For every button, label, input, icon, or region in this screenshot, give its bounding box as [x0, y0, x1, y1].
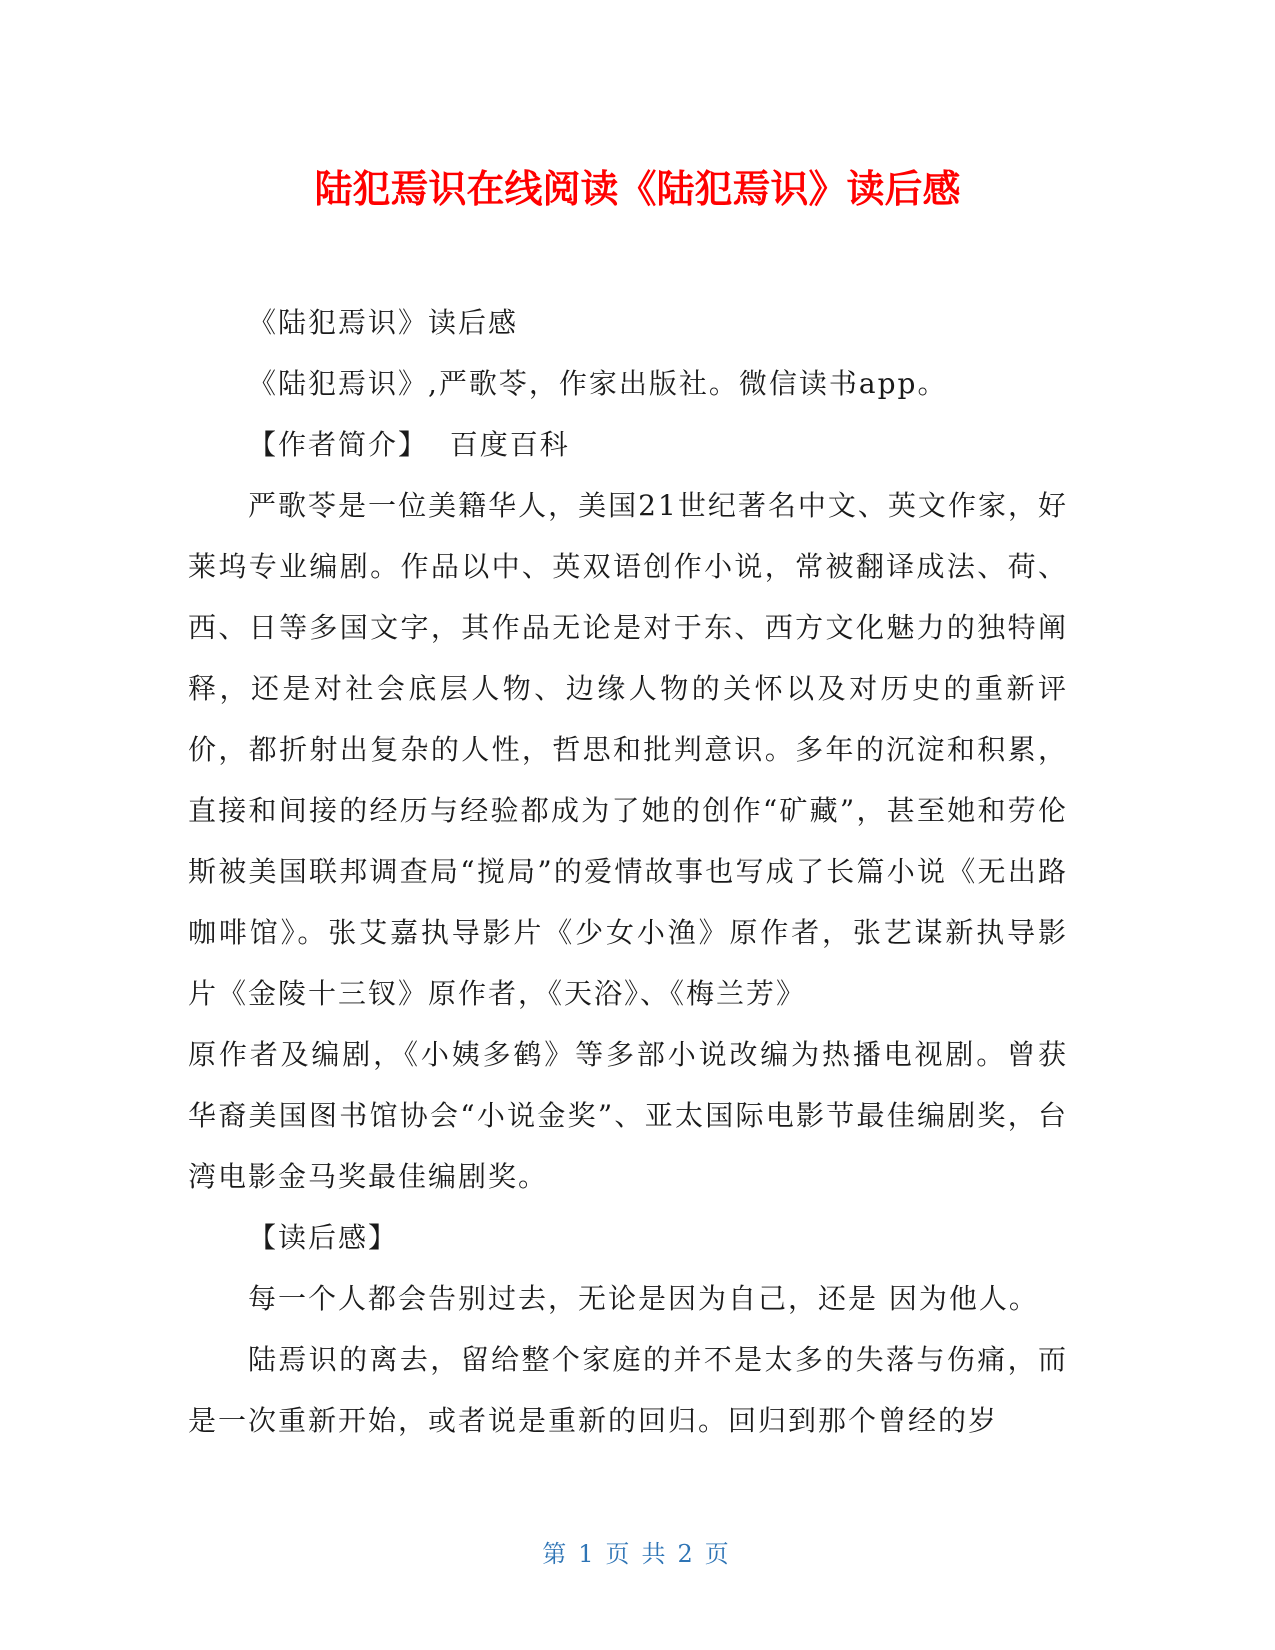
footer-suffix: 页: [704, 1540, 733, 1568]
footer-page-word: 页: [605, 1540, 634, 1568]
paragraph-reflection-2: 陆焉识的离去，留给整个家庭的并不是太多的失落与伤痛，而是一次重新开始，或者说是重新的回归。回归到那个曾经的岁: [188, 1343, 1068, 1437]
paragraph-reflection-1: 每一个人都会告别过去，无论是因为自己，还是 因为他人。: [248, 1282, 1039, 1315]
footer-prefix: 第: [542, 1540, 571, 1568]
footer-total-pages: 2: [677, 1540, 697, 1568]
paragraph-author-heading: 【作者简介】 百度百科: [248, 428, 570, 461]
paragraph-author-bio: 严歌苓是一位美籍华人，美国21世纪著名中文、英文作家，好莱坞专业编剧。作品以中、英双语创作小说，常被翻译成法、荷、西、日等多国文字，其作品无论是对于东、西方文化魅力的独特阐释，还是对社会底层人物、边缘人物的关怀以及对历史的重新评价，都折射出复杂的人性，哲思和批判意识。多年的沉淀和积累，直接和间接的经历与经验都成为了她的创作“矿藏”，甚至她和劳伦斯被美国联邦调查局“搅局”的爱情故事也写成了长篇小说《无出路咖啡馆》。张艾嘉执导影片《少女小渔》原作者，张艺谋新执导影片《金陵十三钗》原作者，《天浴》、《梅兰芳》: [188, 489, 1068, 1010]
paragraph-reflection-heading: 【读后感】: [248, 1221, 399, 1254]
footer-current-page: 1: [578, 1540, 598, 1568]
document-title: 陆犯焉识在线阅读《陆犯焉识》读后感: [314, 167, 961, 211]
paragraph-author-bio-continued: 原作者及编剧，《小姨多鹤》等多部小说改编为热播电视剧。曾获华裔美国图书馆协会“小说金奖”、亚太国际电影节最佳编剧奖，台湾电影金马奖最佳编剧奖。: [188, 1038, 1068, 1193]
paragraph-review-heading: 《陆犯焉识》读后感: [248, 306, 519, 339]
footer-total-word: 共: [641, 1540, 670, 1568]
page-footer: [0, 1538, 1275, 1570]
paragraph-book-info: 《陆犯焉识》,严歌苓，作家出版社。微信读书app。: [248, 367, 948, 400]
document-body: [188, 292, 1068, 1451]
